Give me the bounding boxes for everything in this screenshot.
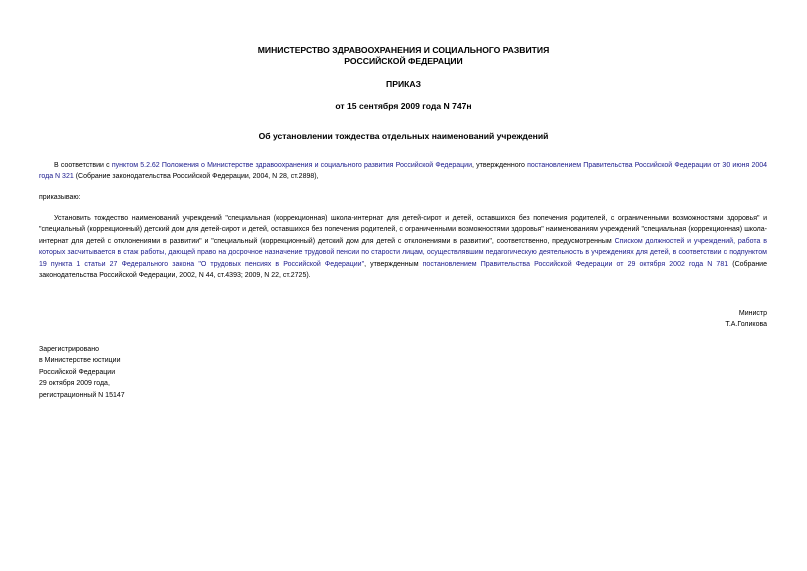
registration-line: Зарегистрировано [39,346,99,353]
link-positions-list[interactable]: Списком должностей и учреждений, работа в которых засчитывается в стаж работы, дающей право на досрочное назначение трудовой пенсии по старости лицам, осуществлявшим педагогическую деятельность в учреждениях для детей, в соответствии с подпунктом 19 пункта 1 статьи 27 Федерального закона "О трудовых пенсиях в Российской Федерации" [39,237,767,268]
paragraph-order-word: приказываю: [39,194,81,201]
document-date-number: от 15 сентября 2009 года N 747н [335,101,472,111]
paragraph-resolution [39,213,767,281]
link-government-decree-321[interactable]: постановлением Правительства Российской Федерации от 30 июня 2004 года N 321 [39,162,768,181]
paragraph-text: (Собрание законодательства Российской Федерации, 2002, N 44, ст.4393; 2009, N 22, ст.2725). [39,260,767,280]
link-regulation-point[interactable]: пунктом 5.2.62 Положения о Министерстве здравоохранения и социального развития Российской Федерации [111,162,473,169]
paragraph-basis [39,160,767,183]
registration-line: Российской Федерации [39,368,116,376]
paragraph-text: Установить тождество наименований учреждений "специальная (коррекционная) школа-интернат для детей-сирот и детей, оставшихся без попечения родителей, с ограниченными возможностями здоровья" и "специальный (коррекционный) детский дом для детей-сирот и детей, оставшихся без попечения родителей, с ограниченными возможностями здоровья" наименованиям учреждений "специальная (коррекционная) школа-интернат для детей с отклонениями в развитии" и "специальный (коррекционный) детский дом для детей с отклонениями в развитии", соответственно, предусмотренным [39,215,767,245]
ministry-name-line1: МИНИСТЕРСТВО ЗДРАВООХРАНЕНИЯ И СОЦИАЛЬНОГО РАЗВИТИЯ [257,45,550,55]
document-title: Об установлении тождества отдельных наименований учреждений [258,131,549,141]
paragraph-text: В соответствии с [54,162,112,169]
link-government-decree-781[interactable]: постановлением Правительства Российской Федерации от 29 октября 2002 года N 781 [422,260,729,268]
document-type: ПРИКАЗ [386,79,421,89]
paragraph-text: , утвержденного [472,162,528,169]
signature-name: Т.А.Голикова [725,321,767,328]
signature-position: Министр [738,310,767,317]
registration-line: 29 октября 2009 года, [39,380,110,388]
ministry-name-line2: РОССИЙСКОЙ ФЕДЕРАЦИИ [344,56,463,66]
paragraph-text: (Собрание законодательства Российской Федерации, 2004, N 28, ст.2898), [73,173,319,181]
registration-line: в Министерстве юстиции [39,357,121,365]
paragraph-text: , утвержденным [364,260,423,268]
registration-number: регистрационный N 15147 [39,391,125,399]
